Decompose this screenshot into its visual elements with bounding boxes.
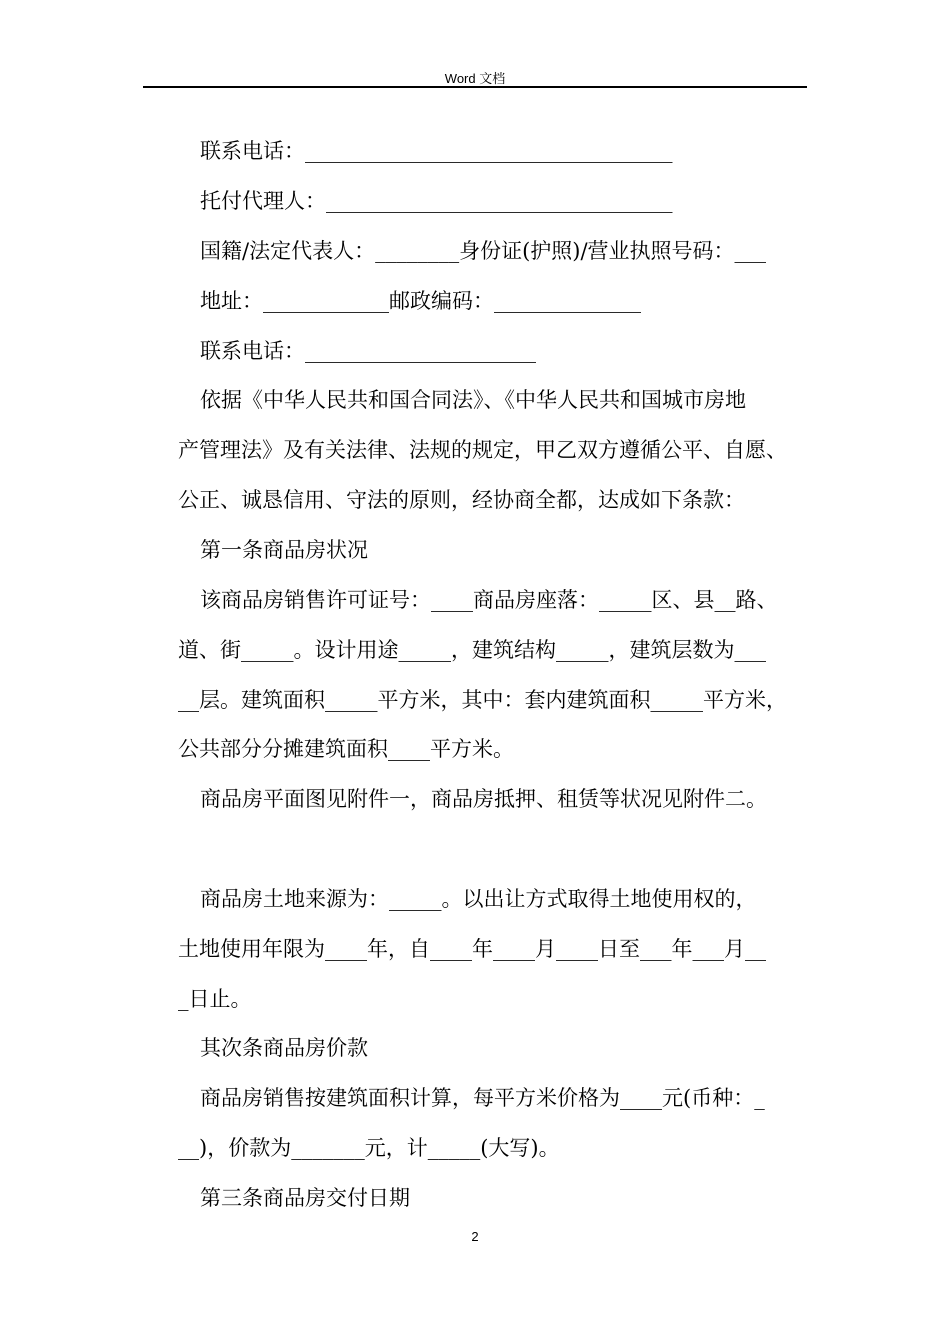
page-number: 2 xyxy=(471,1229,479,1244)
land-source-line-3: _日止。 xyxy=(178,987,252,1011)
article-1-line-2: 道、街_____。设计用途_____，建筑结构_____，建筑层数为___ xyxy=(178,638,766,662)
nationality-id-line: 国籍/法定代表人：________身份证(护照)/营业执照号码：___ xyxy=(200,239,767,263)
agent-line: 托付代理人：_________________________________ xyxy=(200,189,673,213)
land-source-line-2: 土地使用年限为____年，自____年____月____日至___年___月__ xyxy=(178,937,766,961)
article-1-heading: 第一条商品房状况 xyxy=(200,538,368,562)
preamble-line-1: 依据《中华人民共和国合同法》、《中华人民共和国城市房地 xyxy=(200,388,746,412)
attachment-line: 商品房平面图见附件一，商品房抵押、租赁等状况见附件二。 xyxy=(200,787,767,811)
article-1-line-1: 该商品房销售许可证号：____商品房座落：_____区、县__路、 xyxy=(200,588,778,612)
land-source-line-1: 商品房土地来源为：_____。以出让方式取得土地使用权的， xyxy=(200,887,757,911)
page-header-title: Word 文档 xyxy=(444,71,506,86)
article-1-line-4: 公共部分分摊建筑面积____平方米。 xyxy=(178,737,514,761)
article-1-line-3: __层。建筑面积_____平方米，其中：套内建筑面积_____平方米， xyxy=(178,688,787,712)
address-postcode-line: 地址：____________邮政编码：______________ xyxy=(200,289,641,313)
article-2-line-1: 商品房销售按建筑面积计算，每平方米价格为____元(币种：_ xyxy=(200,1086,765,1110)
contact-phone-line-2: 联系电话：______________________ xyxy=(200,339,536,363)
article-3-heading: 第三条商品房交付日期 xyxy=(200,1186,410,1210)
article-2-line-2: __)，价款为_______元，计_____(大写)。 xyxy=(178,1136,560,1160)
contact-phone-line: 联系电话：___________________________________ xyxy=(200,139,673,163)
header-divider xyxy=(143,86,807,88)
preamble-line-3: 公正、诚恳信用、守法的原则，经协商全都，达成如下条款： xyxy=(178,488,745,512)
preamble-line-2: 产管理法》及有关法律、法规的规定，甲乙双方遵循公平、自愿、 xyxy=(178,438,787,462)
article-2-heading: 其次条商品房价款 xyxy=(200,1036,368,1060)
